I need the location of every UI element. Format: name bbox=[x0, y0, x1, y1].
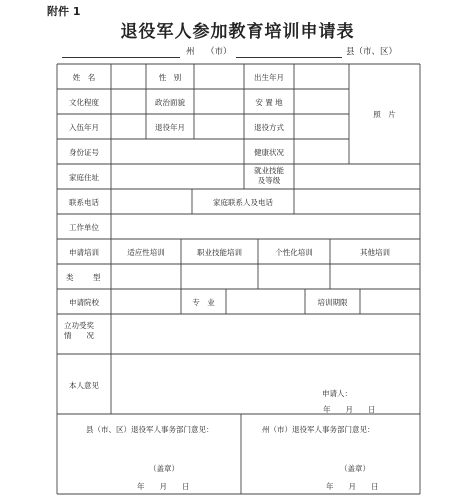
state-seal: （盖章） bbox=[340, 464, 370, 473]
retire-method-field[interactable] bbox=[295, 116, 348, 138]
option-adaptive-training[interactable]: 适应性培训 bbox=[127, 248, 165, 257]
label-name: 姓 名 bbox=[72, 73, 96, 82]
state-date: 年 月 日 bbox=[326, 482, 379, 491]
period-field[interactable] bbox=[361, 291, 419, 313]
option-vocational-training[interactable]: 职业技能培训 bbox=[197, 248, 242, 257]
label-type-1: 类 bbox=[66, 273, 74, 282]
label-skills bbox=[244, 166, 294, 186]
major-field[interactable] bbox=[227, 291, 304, 313]
skills-field[interactable] bbox=[295, 166, 419, 188]
label-placement: 安 置 地 bbox=[255, 98, 283, 107]
state-dept-opinion-label: 州（市）退役军人事务部门意见： bbox=[262, 425, 375, 434]
shi-blank-line[interactable] bbox=[236, 57, 342, 58]
label-merits bbox=[64, 321, 94, 341]
label-period: 培训期限 bbox=[317, 298, 348, 307]
label-phone: 联系电话 bbox=[69, 198, 99, 207]
label-political: 政治面貌 bbox=[155, 98, 185, 107]
label-birth: 出生年月 bbox=[254, 73, 284, 82]
applicant-date: 年 月 日 bbox=[323, 405, 376, 414]
type-vocational-field[interactable] bbox=[182, 266, 257, 288]
label-retire: 退役年月 bbox=[155, 123, 185, 132]
placement-field[interactable] bbox=[295, 91, 348, 113]
label-photo: 照 片 bbox=[373, 110, 396, 119]
school-field[interactable] bbox=[112, 291, 180, 313]
name-field[interactable] bbox=[112, 66, 145, 88]
label-id-number: 身份证号 bbox=[69, 148, 99, 157]
enlist-field[interactable] bbox=[112, 116, 145, 138]
attachment-label: 附件 1 bbox=[47, 5, 81, 18]
label-major: 专 业 bbox=[192, 298, 215, 307]
id-number-field[interactable] bbox=[112, 141, 243, 163]
label-retire-method: 退役方式 bbox=[254, 123, 284, 132]
zhou-label: 州 bbox=[186, 47, 195, 57]
retire-field[interactable] bbox=[195, 116, 243, 138]
label-school: 申请院校 bbox=[69, 298, 99, 307]
label-education: 文化程度 bbox=[69, 98, 99, 107]
label-workplace: 工作单位 bbox=[69, 223, 99, 232]
phone-field[interactable] bbox=[112, 191, 191, 213]
applicant-label: 申请人： bbox=[322, 389, 352, 398]
county-date: 年 月 日 bbox=[137, 482, 190, 491]
merits-field[interactable] bbox=[112, 316, 419, 353]
label-skills-line1: 就业技能 bbox=[254, 166, 284, 175]
education-field[interactable] bbox=[112, 91, 145, 113]
label-address: 家庭住址 bbox=[69, 173, 99, 182]
family-contact-field[interactable] bbox=[295, 191, 419, 213]
county-dept-opinion-label: 县（市、区）退役军人事务部门意见： bbox=[86, 425, 214, 434]
label-gender: 性 别 bbox=[158, 73, 182, 82]
photo-field[interactable] bbox=[350, 66, 419, 163]
label-skills-line2: 及等级 bbox=[257, 176, 281, 185]
county-label: 县（市、区） bbox=[346, 47, 398, 57]
zhou-blank-line[interactable] bbox=[62, 57, 180, 58]
birth-field[interactable] bbox=[295, 66, 348, 88]
address-field[interactable] bbox=[112, 166, 243, 188]
type-other-field[interactable] bbox=[331, 266, 419, 288]
label-family-contact: 家庭联系人及电话 bbox=[213, 198, 273, 207]
label-apply-training: 申请培训 bbox=[69, 248, 99, 257]
label-merits-line2: 情 况 bbox=[64, 331, 94, 340]
form-title: 退役军人参加教育培训申请表 bbox=[120, 22, 355, 42]
label-enlist: 入伍年月 bbox=[69, 123, 99, 132]
type-personalized-field[interactable] bbox=[259, 266, 329, 288]
label-merits-line1: 立功受奖 bbox=[64, 321, 94, 330]
type-adaptive-field[interactable] bbox=[112, 266, 180, 288]
label-health: 健康状况 bbox=[254, 148, 284, 157]
health-field[interactable] bbox=[295, 141, 348, 163]
label-type-2: 型 bbox=[93, 273, 101, 282]
workplace-field[interactable] bbox=[112, 216, 419, 238]
option-other-training[interactable]: 其他培训 bbox=[360, 248, 390, 257]
county-seal: （盖章） bbox=[149, 464, 179, 473]
political-field[interactable] bbox=[195, 91, 243, 113]
option-personalized-training[interactable]: 个性化培训 bbox=[275, 248, 313, 257]
gender-field[interactable] bbox=[195, 66, 243, 88]
shi-label: （市） bbox=[206, 47, 232, 57]
label-opinion: 本人意见 bbox=[69, 381, 99, 390]
